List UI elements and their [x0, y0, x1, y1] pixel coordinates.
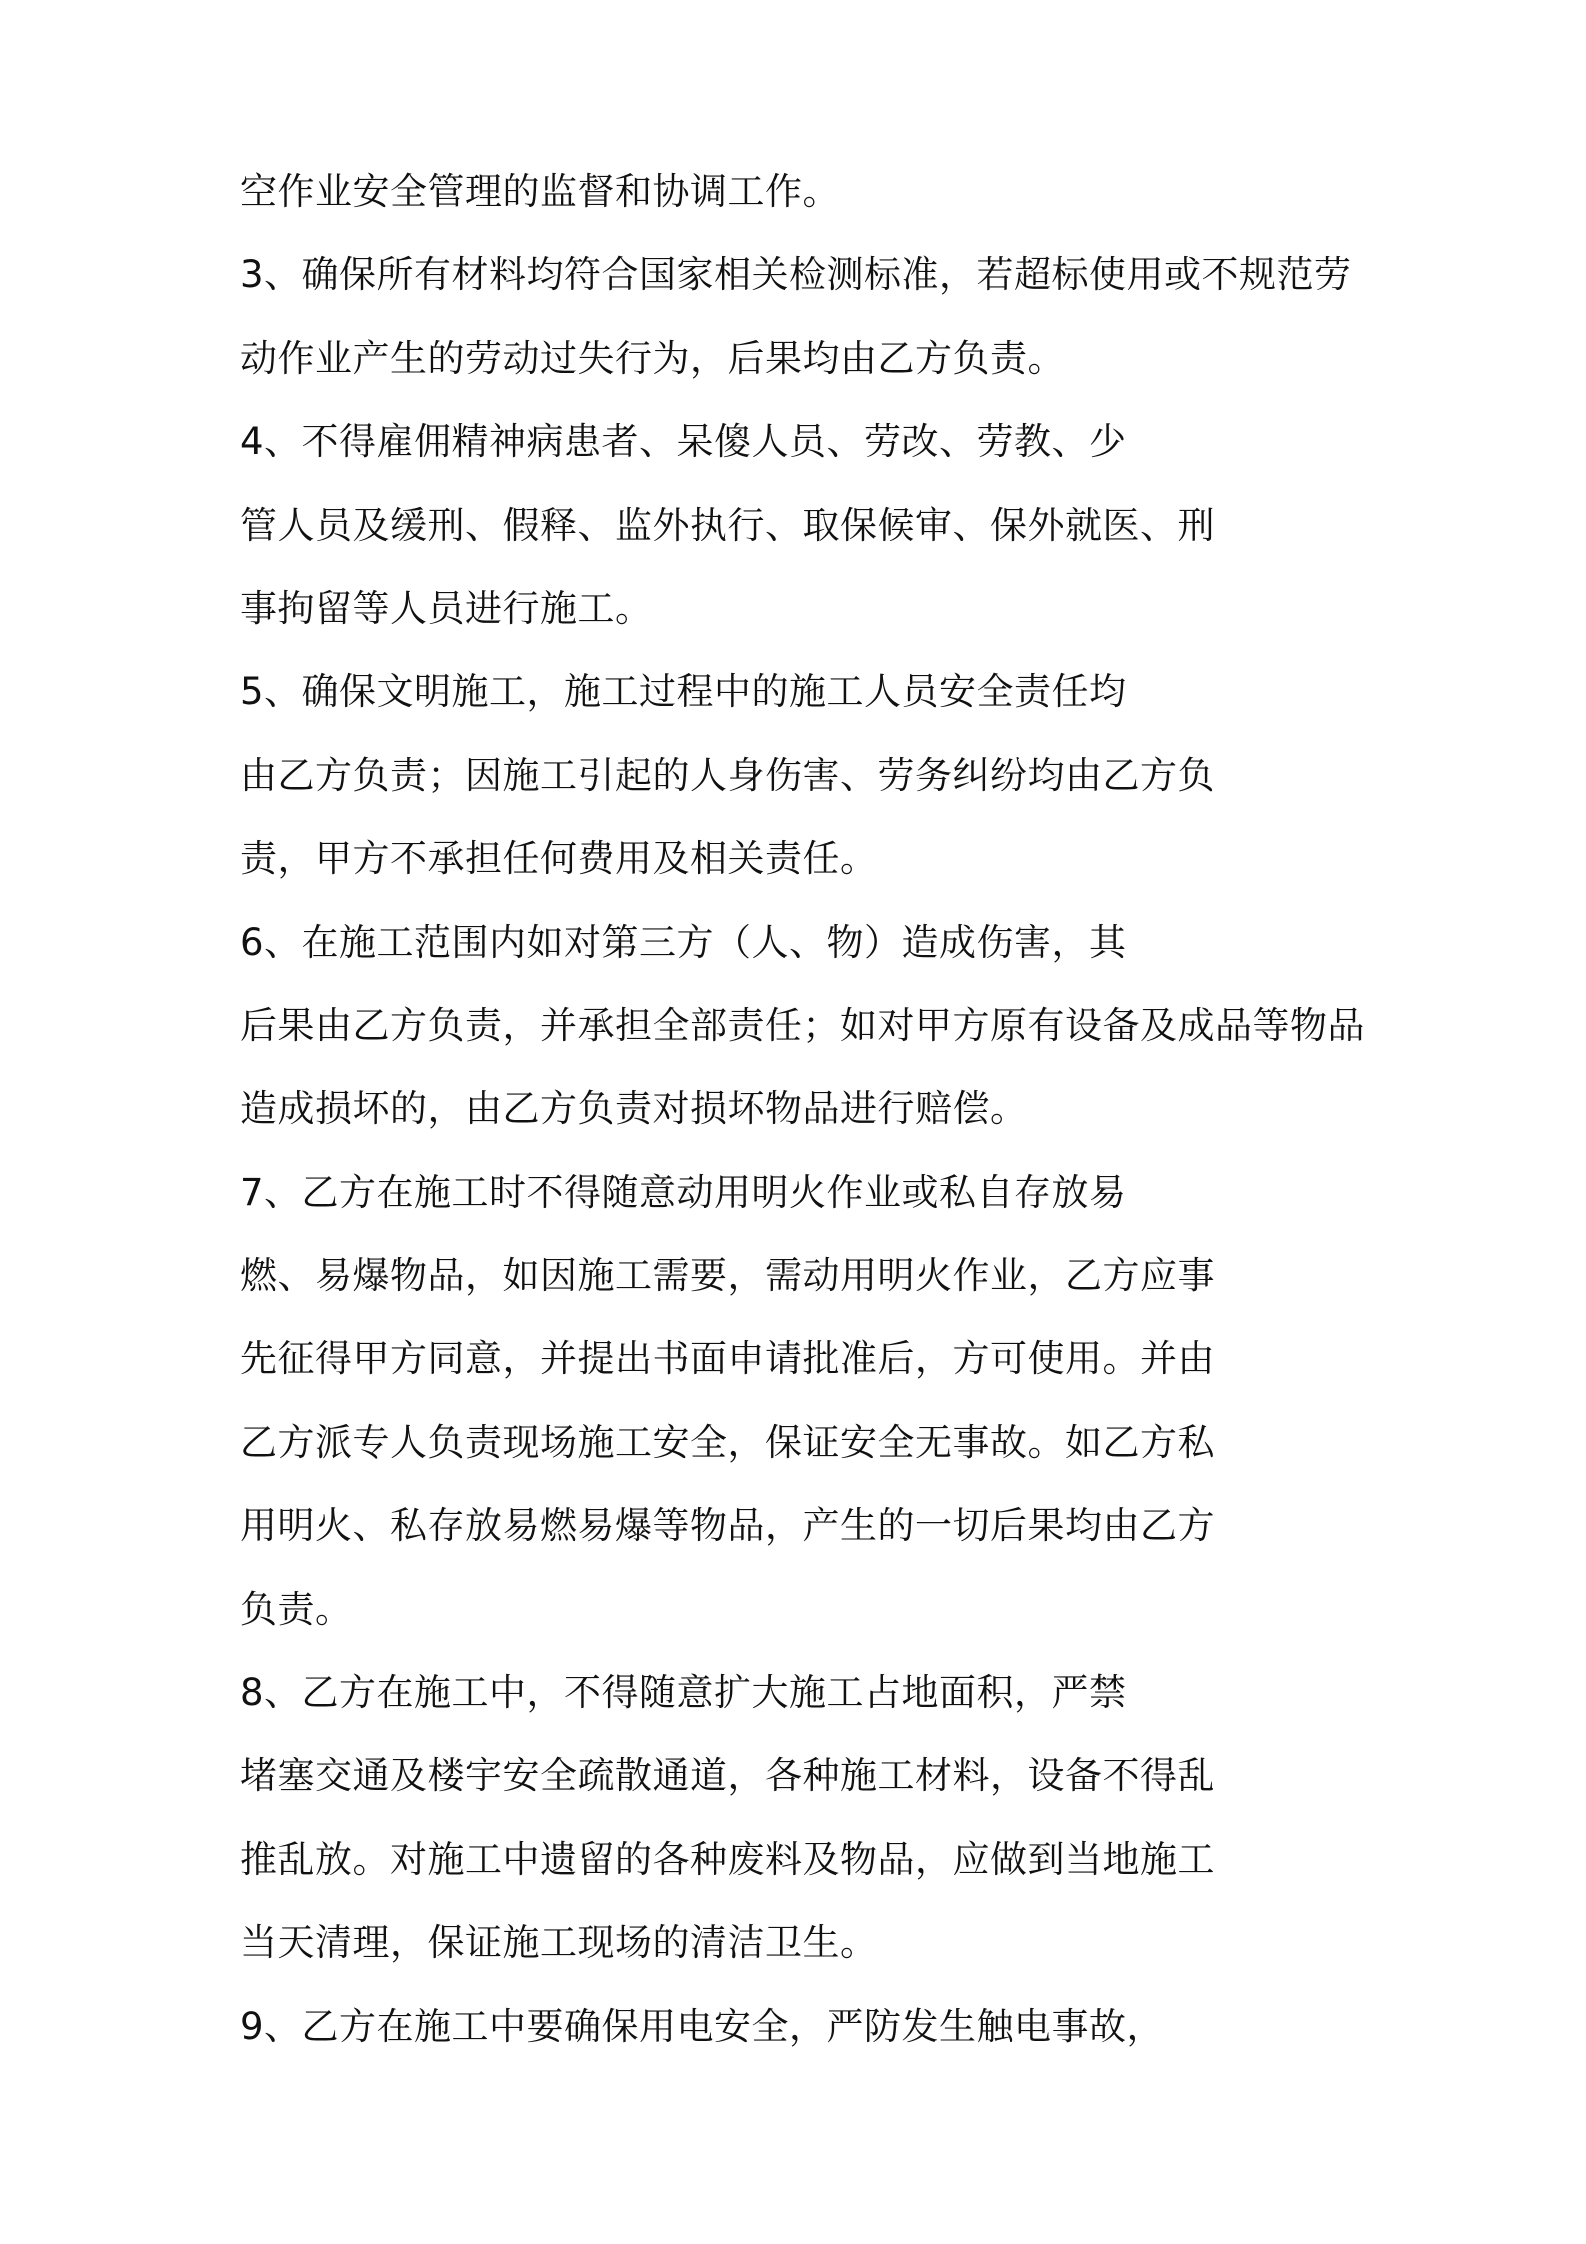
text-line: 4、不得雇佣精神病患者、呆傻人员、劳改、劳教、少: [240, 420, 1127, 464]
text-line: 后果由乙方负责，并承担全部责任；如对甲方原有设备及成品等物品: [240, 1003, 1365, 1047]
text-line: 事拘留等人员进行施工。: [240, 586, 653, 630]
text-line: 空作业安全管理的监督和协调工作。: [240, 170, 840, 213]
text-line: 动作业产生的劳动过失行为，后果均由乙方负责。: [240, 336, 1065, 380]
text-line: 3、确保所有材料均符合国家相关检测标准，若超标使用或不规范劳: [240, 253, 1352, 297]
text-line: 6、在施工范围内如对第三方（人、物）造成伤害，其: [240, 920, 1127, 964]
text-line: 先征得甲方同意，并提出书面申请批准后，方可使用。并由: [240, 1337, 1215, 1381]
text-line: 责，甲方不承担任何费用及相关责任。: [240, 837, 878, 881]
document-body: [240, 150, 1440, 2068]
text-line: 8、乙方在施工中，不得随意扩大施工占地面积，严禁: [240, 1671, 1127, 1715]
text-line: 乙方派专人负责现场施工安全，保证安全无事故。如乙方私: [240, 1420, 1215, 1464]
text-line: 7、乙方在施工时不得随意动用明火作业或私自存放易: [240, 1170, 1127, 1214]
text-line: 燃、易爆物品，如因施工需要，需动用明火作业，乙方应事: [240, 1254, 1215, 1298]
text-line: 造成损坏的，由乙方负责对损坏物品进行赔偿。: [240, 1087, 1028, 1131]
text-line: 由乙方负责；因施工引起的人身伤害、劳务纠纷均由乙方负: [240, 753, 1215, 797]
text-line: 管人员及缓刑、假释、监外执行、取保候审、保外就医、刑: [240, 503, 1215, 547]
text-line: 负责。: [240, 1587, 353, 1631]
text-line: 堵塞交通及楼宇安全疏散通道，各种施工材料，设备不得乱: [240, 1754, 1215, 1798]
text-line: 推乱放。对施工中遗留的各种废料及物品，应做到当地施工: [240, 1837, 1215, 1881]
text-line: 用明火、私存放易燃易爆等物品，产生的一切后果均由乙方: [240, 1504, 1215, 1548]
text-line: 当天清理，保证施工现场的清洁卫生。: [240, 1921, 878, 1965]
text-line: 9、乙方在施工中要确保用电安全，严防发生触电事故，: [240, 2004, 1165, 2048]
text-line: 5、确保文明施工，施工过程中的施工人员安全责任均: [240, 670, 1127, 714]
